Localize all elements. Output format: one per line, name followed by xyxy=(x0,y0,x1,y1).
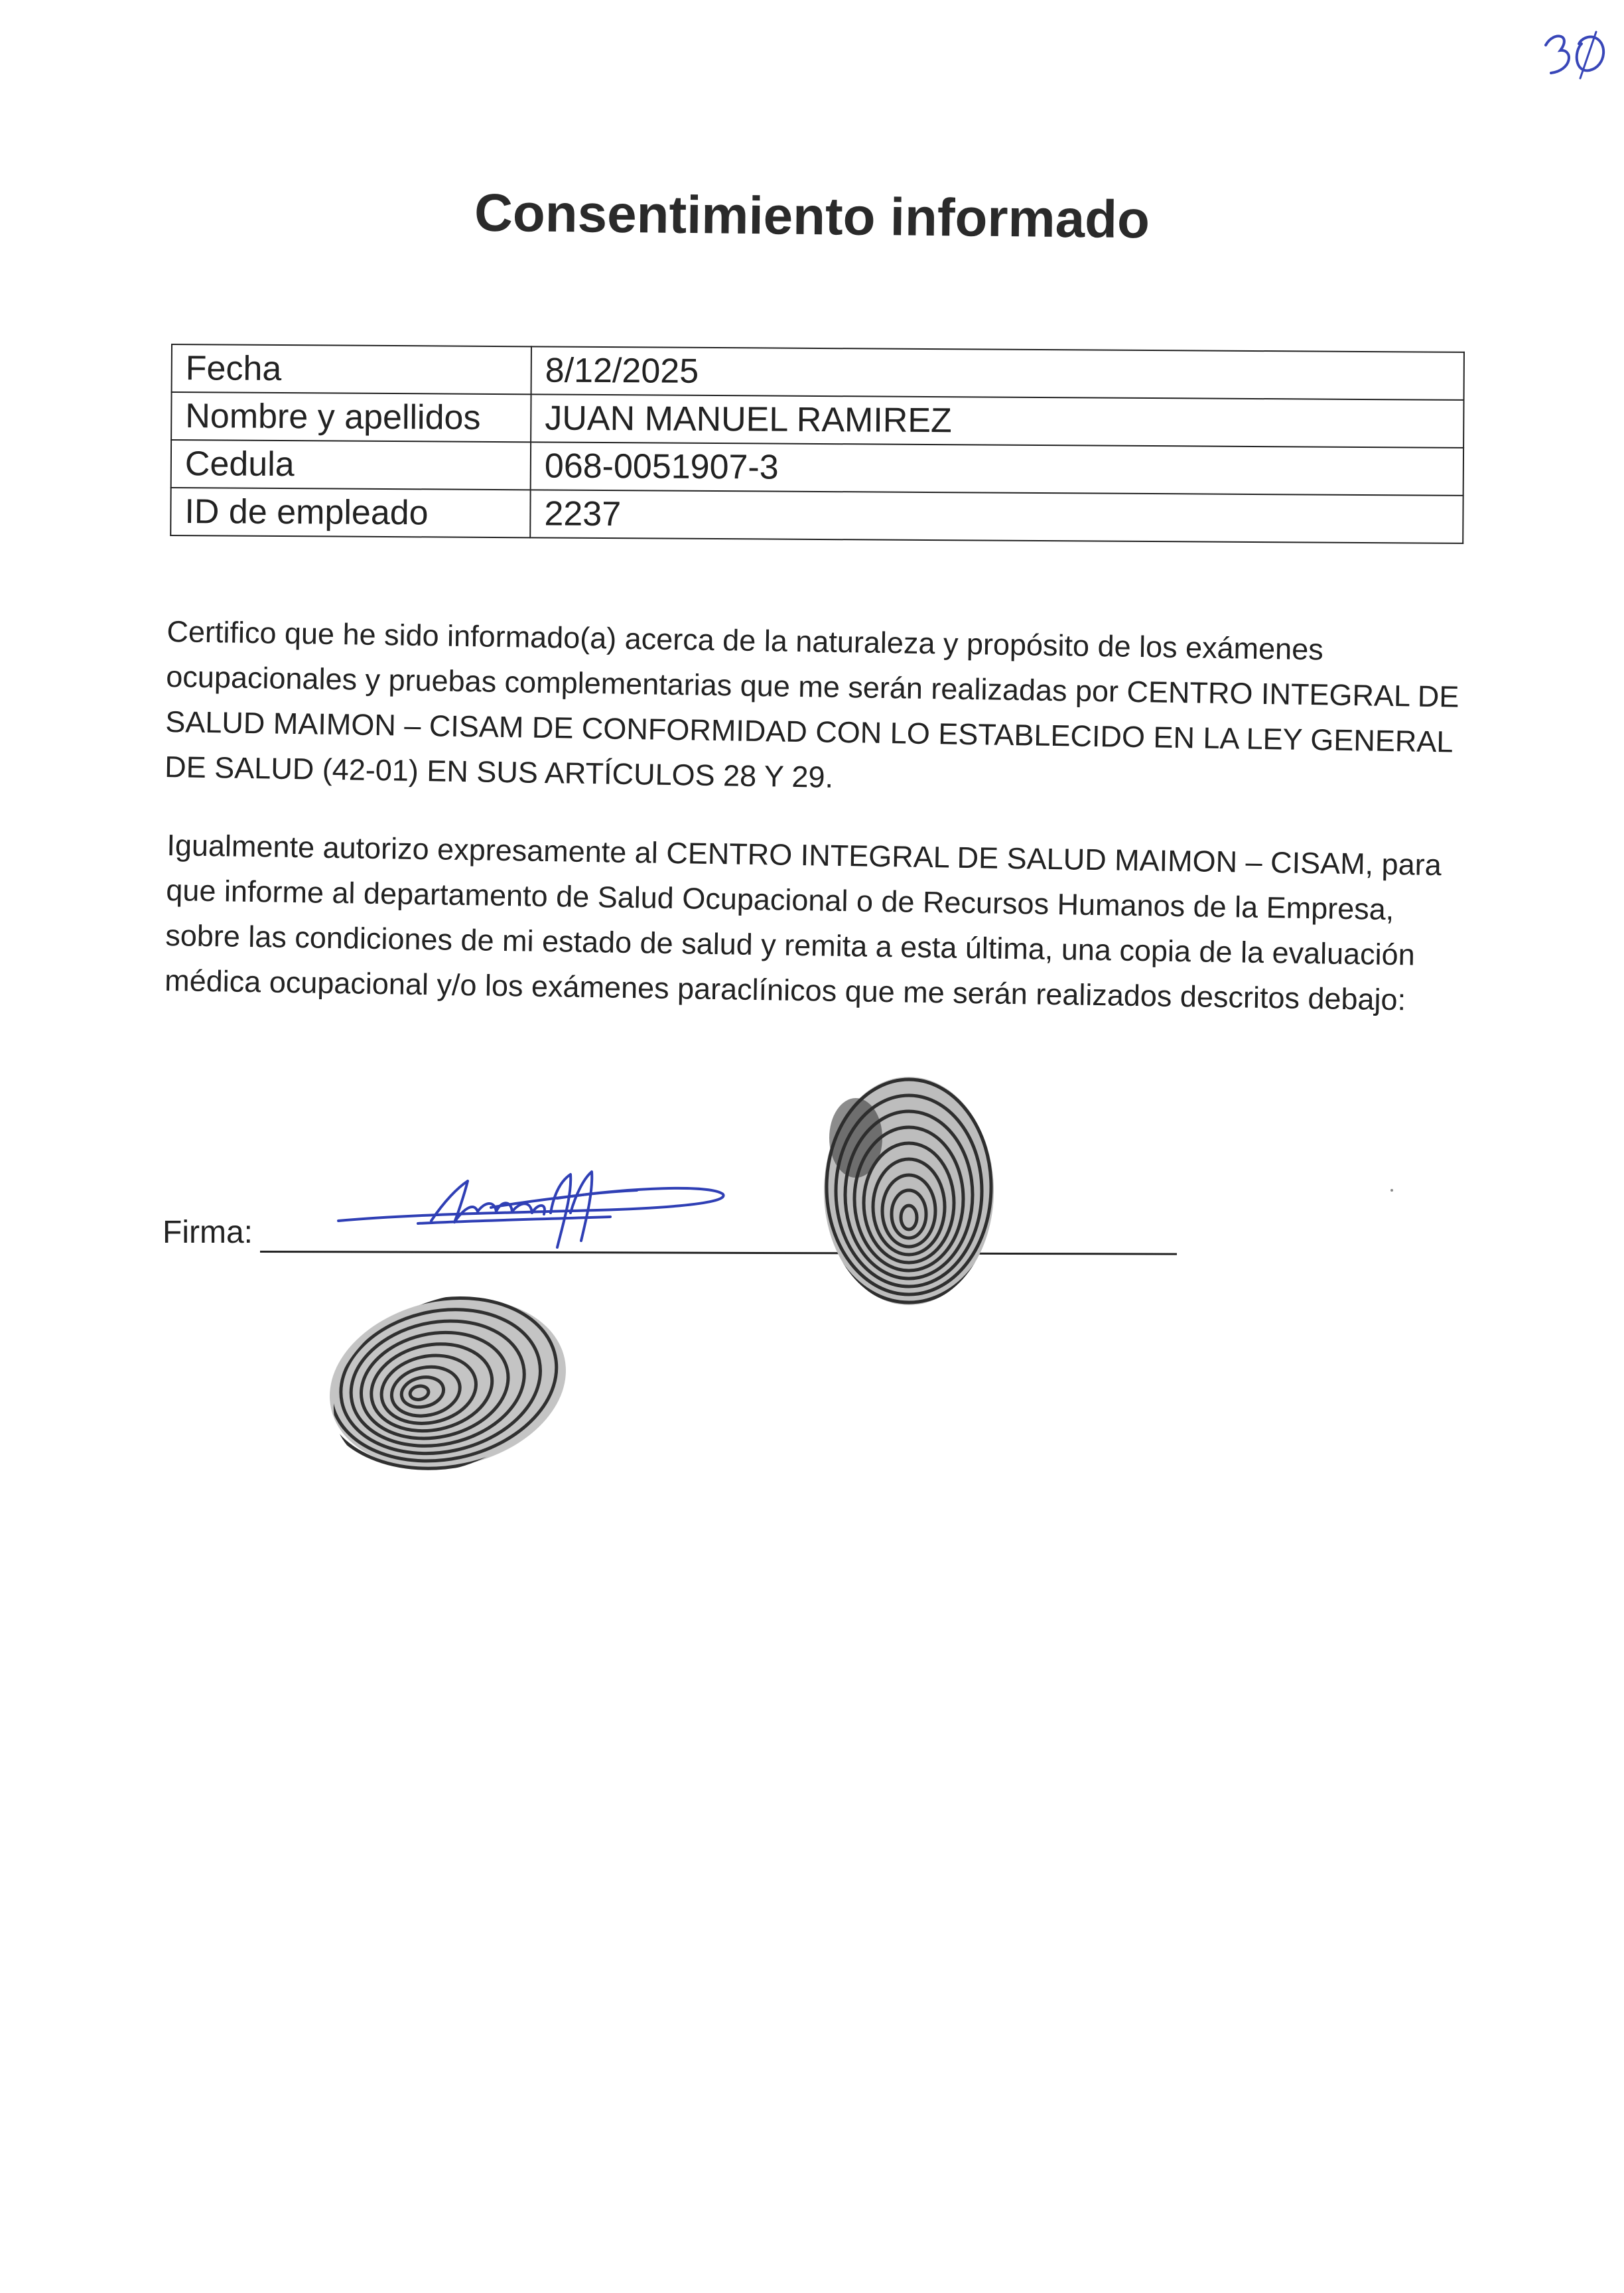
page-number-handwritten xyxy=(1540,25,1613,85)
table-row xyxy=(171,440,1463,496)
handwritten-signature xyxy=(332,1148,743,1254)
row-value-fecha: 8/12/2025 xyxy=(531,346,1464,400)
row-value-cedula: 068-0051907-3 xyxy=(531,442,1463,496)
row-label-id-empleado: ID de empleado xyxy=(170,488,530,537)
row-label-fecha: Fecha xyxy=(172,344,531,394)
scan-speck xyxy=(1390,1189,1393,1192)
row-value-id-empleado: 2237 xyxy=(530,490,1463,543)
row-label-nombre: Nombre y apellidos xyxy=(171,392,531,442)
authorization-paragraph: Igualmente autorizo expresamente al CENTRO INTEGRAL DE SALUD MAIMON – CISAM, para que informe al departamento de Salud Ocupacional o de Recursos Humanos de la Empresa, sobre las condiciones de mi estado de salud y remita a esta última, una copia de la evaluación médica ocupacional y/o los exámenes paraclínicos que me serán realizados descritos debajo: xyxy=(164,827,1442,1017)
table-row xyxy=(171,392,1463,448)
document-title: Consentimiento informado xyxy=(474,182,1150,249)
thumbprint-right-image xyxy=(809,1065,1008,1317)
thumbprint-left-image xyxy=(318,1287,577,1480)
row-label-cedula: Cedula xyxy=(171,440,531,490)
table-row xyxy=(170,488,1463,543)
row-value-nombre: JUAN MANUEL RAMIREZ xyxy=(531,394,1463,448)
certification-paragraph: Certifico que he sido informado(a) acerca de la naturaleza y propósito de los exámenes ocupacionales y pruebas complementarias que me serán realizadas por CENTRO INTEGRAL DE SALUD MAIMON – CISAM DE CONFORMIDAD CON LO ESTABLECIDO EN LA LEY GENERAL DE SALUD (42-01) EN SUS ARTÍCULOS 28 Y 29. xyxy=(164,614,1459,794)
table-row xyxy=(172,344,1464,400)
signature-label: Firma: xyxy=(163,1215,253,1250)
employee-info-table xyxy=(170,344,1465,544)
